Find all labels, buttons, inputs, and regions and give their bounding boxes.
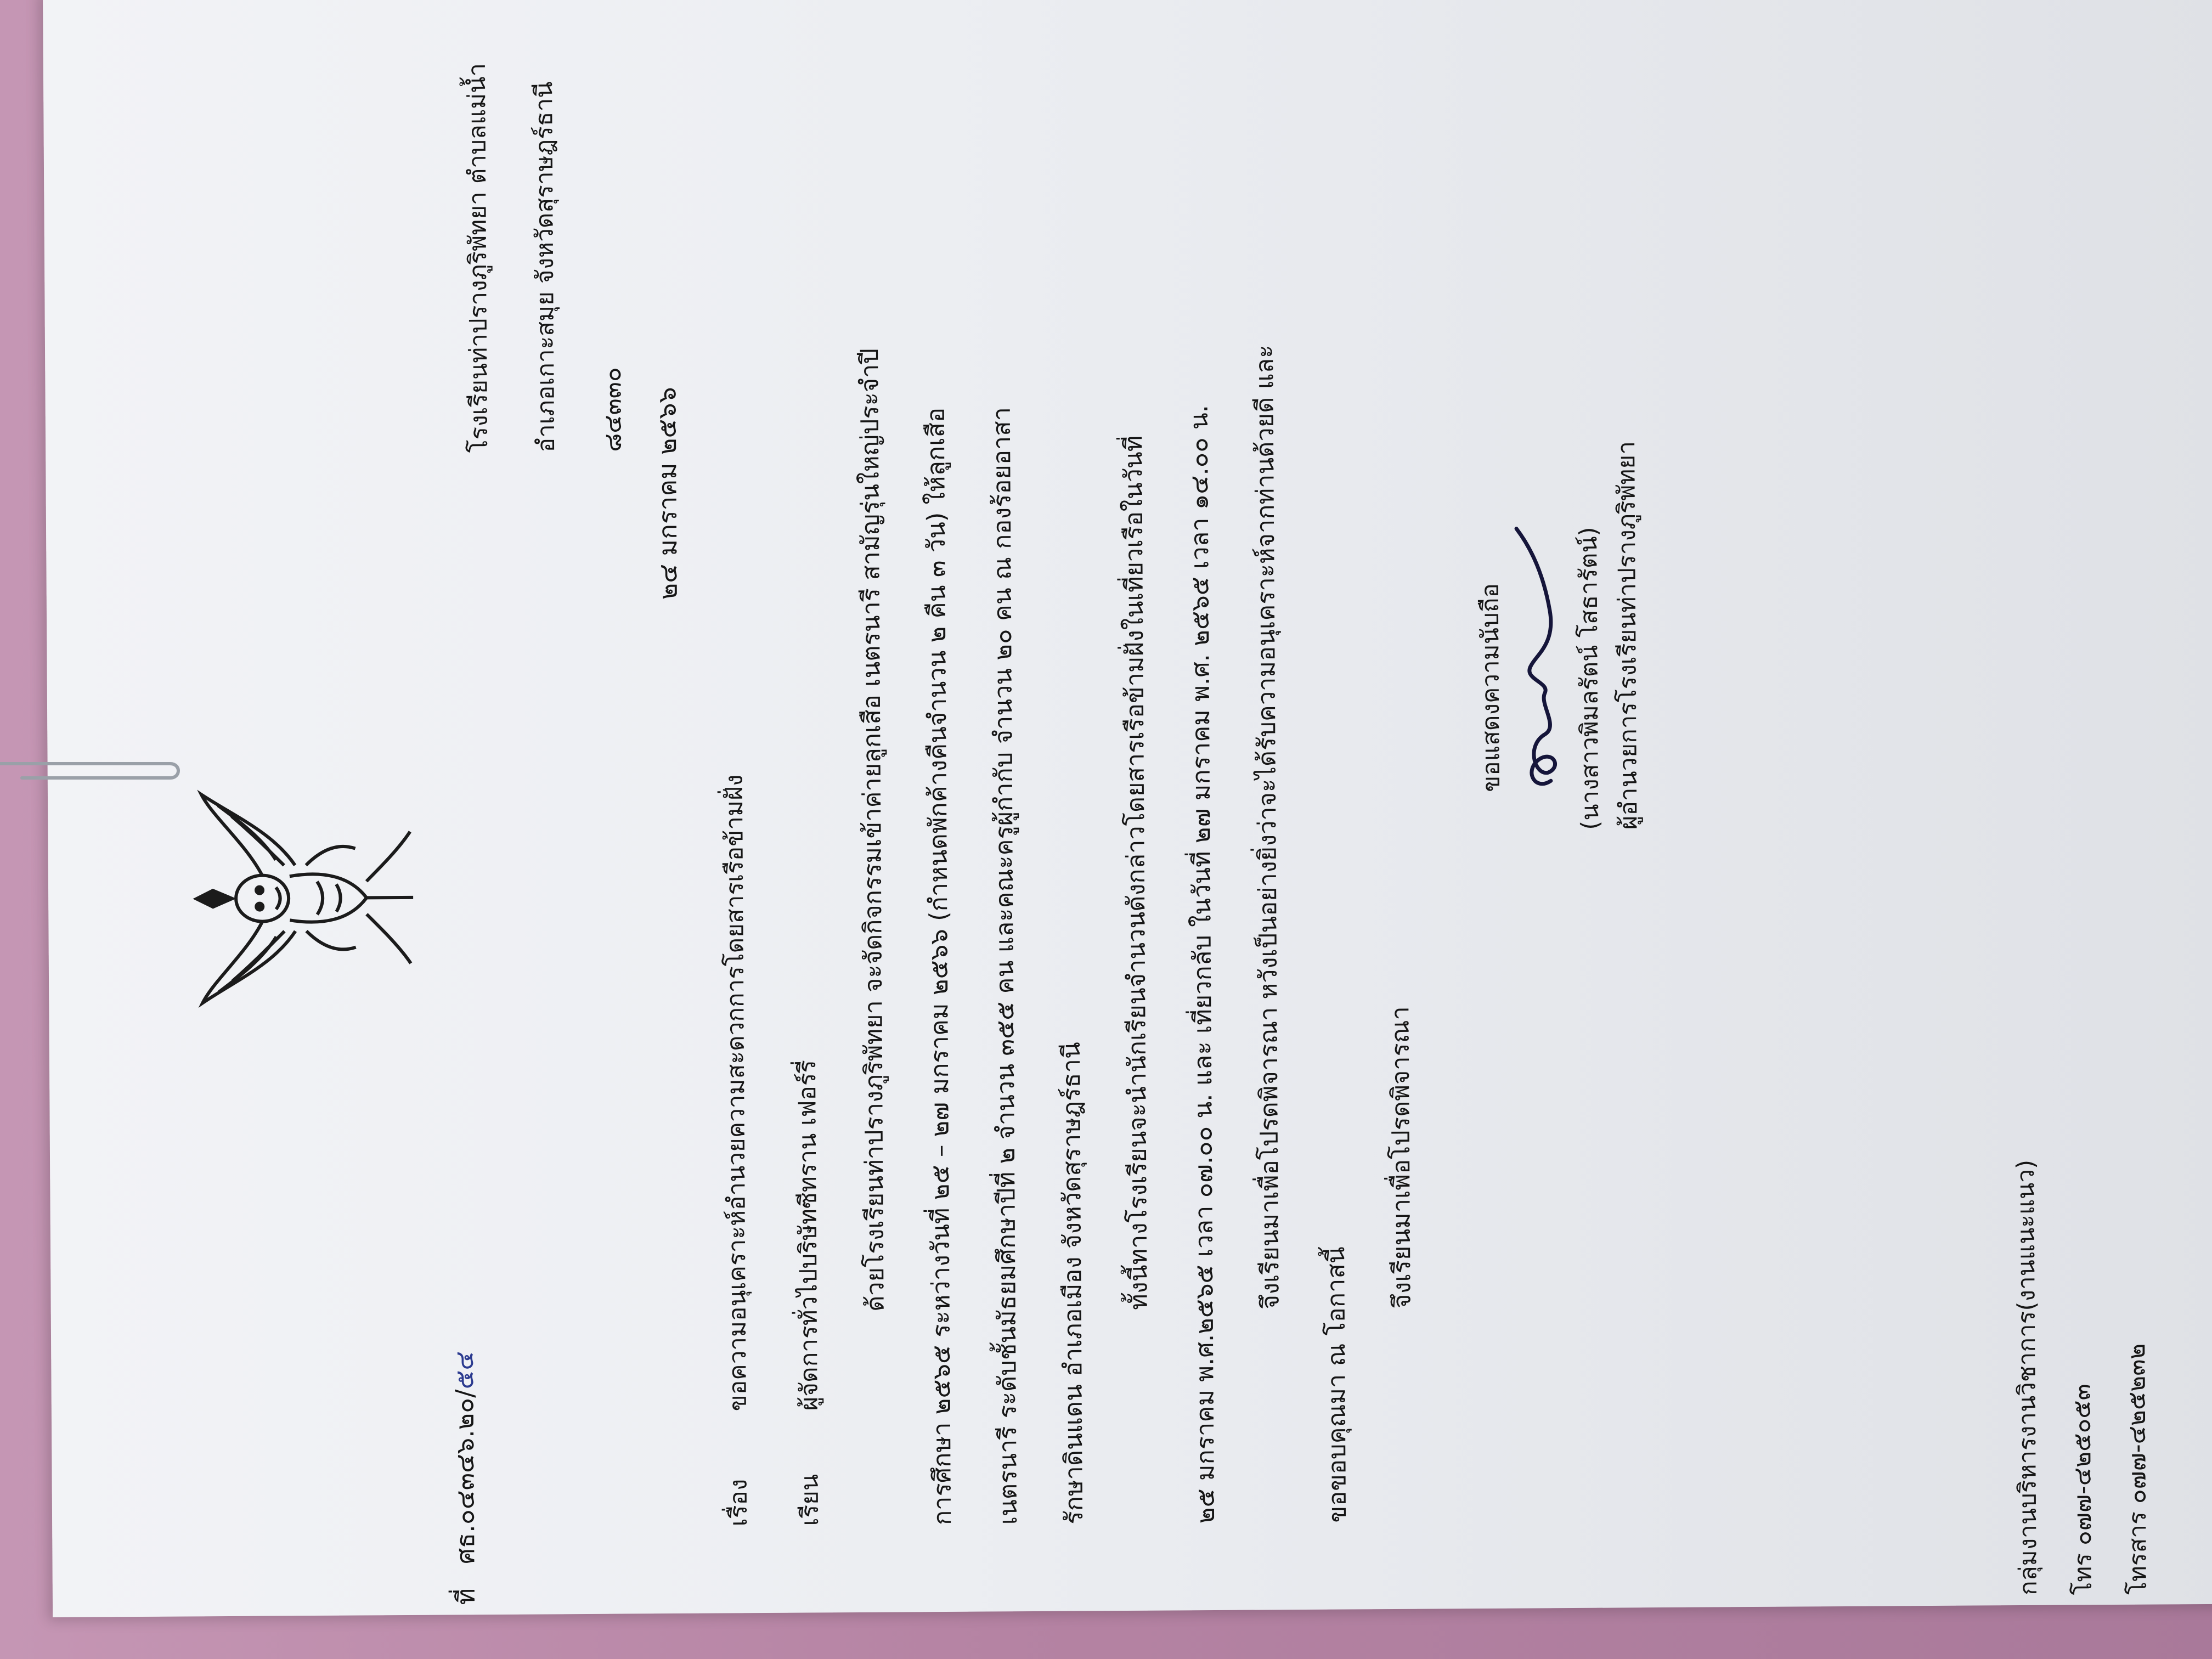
footer-fax: โทรสาร ๐๗๗-๔๒๕๒๓๒ xyxy=(2123,1343,2152,1595)
subject-label: เรื่อง xyxy=(724,1479,753,1527)
school-address xyxy=(444,62,647,453)
signer-name: (นางสาวพิมลรัตน์ โสธารัตน์) xyxy=(1575,527,1605,830)
garuda-emblem-icon xyxy=(179,782,422,1014)
body-line: การศึกษา ๒๕๖๕ ระหว่างวันที่ ๒๕ – ๒๗ มกราคม ๒๕๖๖ (กำหนดพักค้างคืนจำนวน ๒ คืน ๓ วัน) ให้ลูกเสือ xyxy=(921,407,957,1526)
body-line: ด้วยโรงเรียนท่าปรางภูริพัทยา จะจัดกิจกรรมเข้าค่ายลูกเสือ เนตรนารี สามัญรุ่นใหญ่ประจำปี xyxy=(855,348,890,1312)
body-line: รักษาดินแดน อำเภอเมือง จังหวัดสุราษฎร์ธานี xyxy=(1056,1042,1089,1525)
letter-date: ๒๔ มกราคม ๒๕๖๖ xyxy=(652,387,683,600)
body-line: ทั้งนี้ทางโรงเรียนจะนำนักเรียนจำนวนดังกล่าวโดยสารเรือข้ามฝั่งในเที่ยวเรือในวันที่ xyxy=(1119,435,1153,1311)
school-district-line: อำเภอเกาะสมุย จังหวัดสุราษฎร์ธานี xyxy=(530,81,561,453)
letter-content xyxy=(43,9,2212,1624)
ref-number: ศธ.๐๔๓๔๖.๒๐/ xyxy=(449,1389,481,1565)
closing-text: ขอแสดงความนับถือ xyxy=(1476,583,1505,793)
body-line: จึงเรียนมาเพื่อโปรดพิจารณา หวังเป็นอย่างยิ่งว่าจะได้รับความอนุเคราะห์จากท่านด้วยดี และ xyxy=(1250,345,1285,1310)
signature xyxy=(1472,523,1579,864)
subject-text: ขอความอนุเคราะห์อำนวยความสะดวกการโดยสารเรือข้ามฝั่ง xyxy=(720,774,752,1412)
recipient-text: ผู้จัดการทั่วไปบริษัทซีทราน เฟอร์รี่ xyxy=(793,1059,823,1411)
ref-label: ที่ xyxy=(450,1588,481,1605)
letter-paper xyxy=(43,0,2212,1617)
school-postcode: ๘๔๓๓๐ xyxy=(599,367,628,452)
ref-number-handwritten: ๕๔ xyxy=(449,1351,479,1390)
footer-department: กลุ่มงานบริหารงานวิชาการ(งานแนะแนว) xyxy=(2012,1159,2042,1596)
footer-phone: โทร ๐๗๗-๔๒๕๐๕๓ xyxy=(2068,1384,2097,1595)
body-line: ขอขอบคุณมา ณ โอกาสนี้ xyxy=(1321,1246,1352,1523)
body-line: จึงเรียนมาเพื่อโปรดพิจารณา xyxy=(1385,1006,1417,1309)
body-line: เนตรนารี ระดับชั้นมัธยมศึกษาปีที่ ๒ จำนวน ๓๕๕ คน และคณะครูผู้กำกับ จำนวน ๒๐ คน ณ กองร้อยอาสา xyxy=(986,407,1023,1525)
recipient-label: เรียน xyxy=(795,1474,825,1526)
school-name-line: โรงเรียนท่าปรางภูริพัทยา ตำบลแม่น้ำ xyxy=(462,63,494,453)
body-line: ๒๕ มกราคม พ.ศ.๒๕๖๕ เวลา ๐๗.๐๐ น. และ เที่ยวกลับ ในวันที่ ๒๗ มกราคม พ.ศ. ๒๕๖๕ เวลา ๑๔.๐๐ น. xyxy=(1184,404,1221,1524)
reference-number xyxy=(449,1351,481,1605)
signer-title: ผู้อำนวยการโรงเรียนท่าปรางภูริพัทยา xyxy=(1612,441,1643,830)
